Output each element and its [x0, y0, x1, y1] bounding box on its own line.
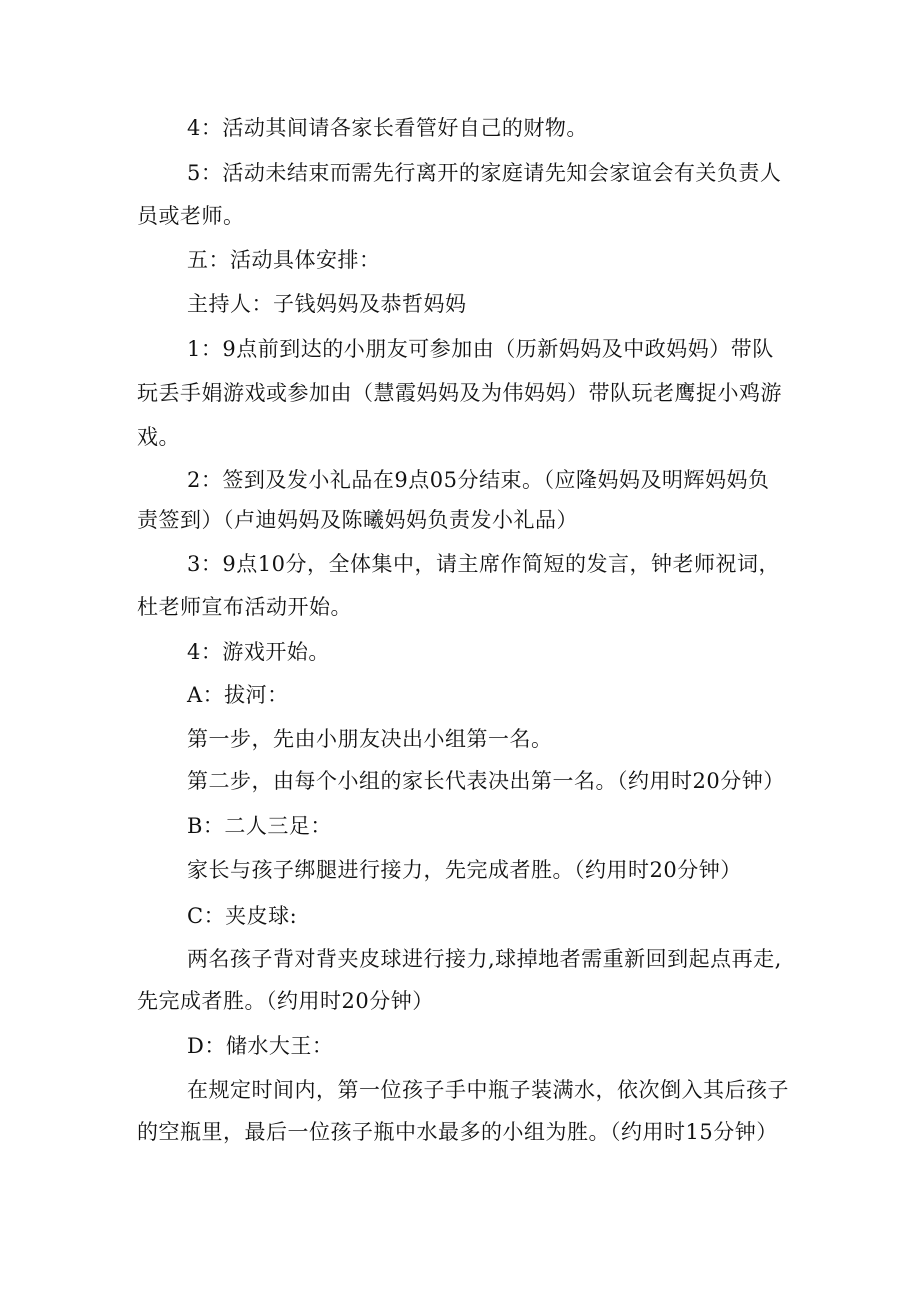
paragraph-rule-5-line-1: 5：活动未结束而需先行离开的家庭请先知会家谊会有关负责人 — [187, 161, 782, 185]
paragraph-step-3-line-1: 3：9点10分，全体集中，请主席作简短的发言，钟老师祝词， — [187, 552, 780, 576]
section-heading-schedule: 五：活动具体安排： — [187, 248, 381, 272]
game-d-description-line-1: 在规定时间内，第一位孩子手中瓶子装满水，依次倒入其后孩子 — [187, 1078, 789, 1102]
game-a-step-1: 第一步，先由小朋友决出小组第一名。 — [187, 727, 553, 751]
game-a-step-2: 第二步，由每个小组的家长代表决出第一名。（约用时20分钟） — [187, 769, 785, 793]
game-c-title: C：夹皮球: — [187, 904, 298, 928]
paragraph-step-1-line-2: 玩丢手娟游戏或参加由（慧霞妈妈及为伟妈妈）带队玩老鹰捉小鸡游 — [137, 381, 782, 405]
game-d-title: D：储水大王： — [187, 1034, 334, 1058]
paragraph-step-1-line-1: 1：9点前到达的小朋友可参加由（历新妈妈及中政妈妈）带队 — [187, 337, 774, 361]
paragraph-step-2-line-1: 2：签到及发小礼品在9点05分结束。（应隆妈妈及明辉妈妈负 — [187, 468, 770, 492]
game-b-description: 家长与孩子绑腿进行接力，先完成者胜。（约用时20分钟） — [187, 858, 742, 882]
game-c-description-line-1: 两名孩子背对背夹皮球进行接力,球掉地者需重新回到起点再走, — [187, 947, 782, 971]
game-b-title: B：二人三足： — [187, 814, 332, 838]
paragraph-step-2-line-2: 责签到）（卢迪妈妈及陈曦妈妈负责发小礼品） — [137, 508, 578, 532]
game-a-title: A：拔河： — [187, 683, 289, 707]
paragraph-host: 主持人：子钱妈妈及恭哲妈妈 — [187, 292, 467, 316]
paragraph-rule-4-line-1: 4：活动其间请各家长看管好自己的财物。 — [187, 116, 588, 140]
paragraph-rule-5-line-2: 员或老师。 — [137, 204, 245, 228]
game-d-description-line-2: 的空瓶里，最后一位孩子瓶中水最多的小组为胜。（约用时15分钟） — [137, 1120, 778, 1144]
game-c-description-line-2: 先完成者胜。（约用时20分钟） — [137, 989, 434, 1013]
paragraph-step-4: 4：游戏开始。 — [187, 640, 330, 664]
paragraph-step-1-line-3: 戏。 — [137, 425, 180, 449]
paragraph-step-3-line-2: 杜老师宣布活动开始。 — [137, 595, 352, 619]
